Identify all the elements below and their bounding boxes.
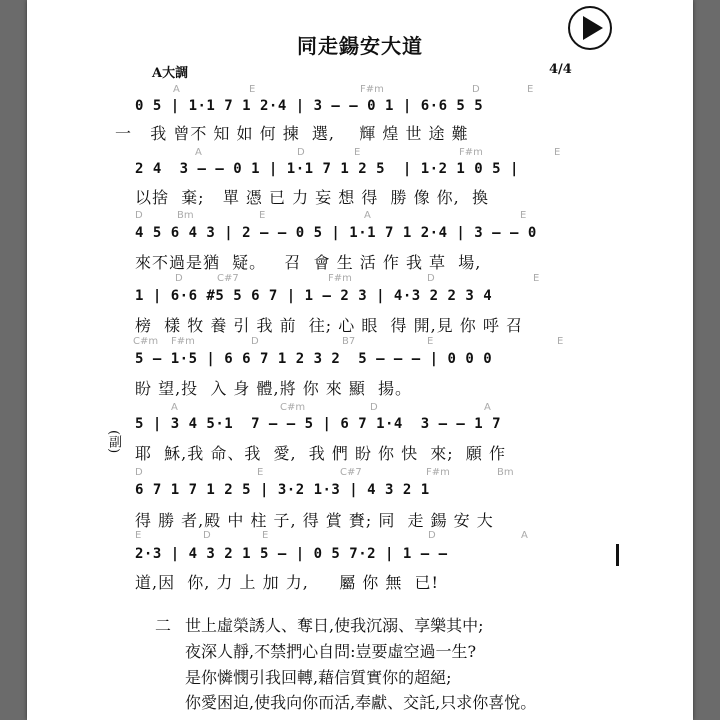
chord-line [27, 84, 693, 98]
chord-line [27, 336, 693, 350]
chord-line [27, 467, 693, 481]
lyric-line: 盼 望,投 入 身 體,將 你 來 顯 揚。 [135, 379, 413, 398]
lyric-line: 耶 穌,我 命、我 愛, 我 們 盼 你 快 來; 願 作 [135, 444, 506, 463]
key-signature: A大調 [152, 66, 189, 81]
chord: D [297, 147, 305, 158]
chord: E [557, 336, 564, 347]
chord: A [195, 147, 202, 158]
chord: E [257, 467, 264, 478]
sheet-page [27, 0, 693, 720]
play-icon [570, 8, 610, 48]
verse-line: 你愛困迫,使我向你而活,奉獻、交託,只求你喜悅。 [185, 693, 537, 712]
lyric-line: 得 勝 者,殿 中 柱 子, 得 賞 賚; 同 走 鍚 安 大 [135, 511, 494, 530]
refrain-label: (副) [106, 430, 121, 454]
chord: F#m [328, 273, 352, 284]
chord: D [251, 336, 259, 347]
verse-number: 二 [155, 616, 172, 635]
chord-line [27, 273, 693, 287]
chord: D [370, 402, 378, 413]
chord: E [554, 147, 561, 158]
chord: A [521, 530, 528, 541]
chord: D [135, 210, 143, 221]
chord: F#m [426, 467, 450, 478]
lyric-line: 榜 樣 牧 養 引 我 前 往; 心 眼 得 開,見 你 呼 召 [135, 316, 523, 335]
lyric-line: 道,因 你, 力 上 加 力, 屬 你 無 已! [135, 573, 439, 592]
lyric-line: 來不過是猶 疑。 召 會 生 活 作 我 草 場, [135, 253, 482, 272]
notation-line: 1 | 6·6 #5 5 6 7 | 1 – 2 3 | 4·3 2 2 3 4 [135, 288, 493, 304]
chord: E [520, 210, 527, 221]
chord: E [527, 84, 534, 95]
chord: C#m [280, 402, 306, 413]
chord: D [472, 84, 480, 95]
chord: D [428, 530, 436, 541]
chord: F#m [360, 84, 384, 95]
chord-line [27, 147, 693, 161]
chord: F#m [171, 336, 195, 347]
chord: E [427, 336, 434, 347]
chord-line [27, 530, 693, 544]
chord: D [427, 273, 435, 284]
notation-line: 2 4 3 – – 0 1 | 1·1 7 1 2 5 | 1·2 1 0 5 | [135, 161, 519, 177]
chord: C#7 [340, 467, 362, 478]
chord: Bm [177, 210, 194, 221]
chord: Bm [497, 467, 514, 478]
verse-line: 夜深人靜,不禁捫心自問:豈要虛空過一生? [185, 642, 477, 661]
notation-line: 5 – 1·5 | 6 6 7 1 2 3 2 5 – – – | 0 0 0 [135, 351, 493, 367]
chord: A [364, 210, 371, 221]
chord: A [484, 402, 491, 413]
chord: B7 [342, 336, 356, 347]
verse-line: 是你憐憫引我回轉,藉信質實你的超絕; [185, 668, 452, 687]
chord: E [354, 147, 361, 158]
notation-line: 5 | 3 4 5·1 7 – – 5 | 6 7 1·4 3 – – 1 7 [135, 416, 502, 432]
chord: E [262, 530, 269, 541]
notation-line: 4 5 6 4 3 | 2 – – 0 5 | 1·1 7 1 2·4 | 3 – – 0 [135, 225, 537, 241]
chord: E [259, 210, 266, 221]
chord: D [135, 467, 143, 478]
chord: C#m [133, 336, 159, 347]
notation-line: 2·3 | 4 3 2 1 5 – | 0 5 7·2 | 1 – – [135, 546, 448, 562]
verse-line: 世上虛榮誘人、奪日,使我沉溺、享樂其中; [185, 616, 484, 635]
chord: E [249, 84, 256, 95]
chord: C#7 [217, 273, 239, 284]
chord: D [203, 530, 211, 541]
chord-line [27, 402, 693, 416]
notation-line: 6 7 1 7 1 2 5 | 3·2 1·3 | 4 3 2 1 [135, 482, 430, 498]
lyric-line: 以捨 棄; 單 憑 已 力 妄 想 得 勝 像 你, 換 [135, 188, 489, 207]
chord: D [175, 273, 183, 284]
notation-line: 0 5 | 1·1 7 1 2·4 | 3 – – 0 1 | 6·6 5 5 [135, 98, 484, 114]
chord: A [171, 402, 178, 413]
lyric-line: 一 我 曾不 知 如 何 揀 選, 輝 煌 世 途 難 [115, 124, 469, 143]
final-barline [616, 544, 619, 566]
chord: E [135, 530, 142, 541]
chord: F#m [459, 147, 483, 158]
chord: E [533, 273, 540, 284]
play-button[interactable] [568, 6, 612, 50]
time-signature: 4/4 [549, 62, 572, 77]
song-title: 同走鍚安大道 [297, 34, 423, 58]
chord-line [27, 210, 693, 224]
chord: A [173, 84, 180, 95]
